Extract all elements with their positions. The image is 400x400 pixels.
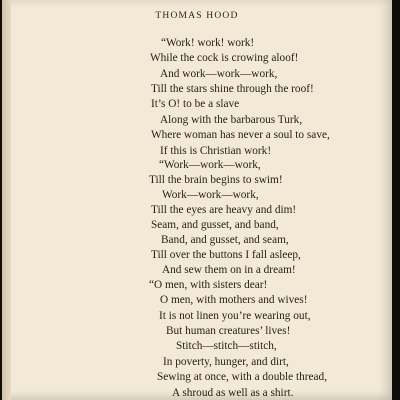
poem-line: While the cock is crowing aloof!: [150, 52, 299, 64]
poem-line: Along with the barbarous Turk,: [160, 114, 303, 126]
poem-line: Till the brain begins to swim!: [149, 174, 283, 186]
poem-line: A shroud as well as a shirt.: [172, 387, 294, 399]
poem-line: If this is Christian work!: [160, 145, 272, 157]
poem-line: Till the stars shine through the roof!: [151, 83, 314, 95]
poem-line: It is not linen you’re wearing out,: [159, 310, 311, 322]
book-page: [2, 0, 392, 400]
poem-line: Sewing at once, with a double thread,: [157, 371, 328, 383]
poem-line: In poverty, hunger, and dirt,: [163, 356, 289, 368]
poem-line: Till the eyes are heavy and dim!: [151, 204, 297, 216]
poem-line: Seam, and gusset, and band,: [151, 219, 279, 231]
poem-line: “Work—work—work,: [159, 159, 261, 171]
page-gutter: [2, 0, 11, 400]
poem-line: Stitch—stitch—stitch,: [176, 340, 277, 352]
poem-line: It’s O! to be a slave: [151, 98, 240, 110]
poem-line: Where woman has never a soul to save,: [151, 129, 330, 141]
poem-line: “Work! work! work!: [161, 37, 255, 49]
poem-line: Band, and gusset, and seam,: [161, 234, 289, 246]
running-header: THOMAS HOOD: [155, 11, 239, 21]
poem-line: And sew them on in a dream!: [162, 264, 296, 276]
poem-line: But human creatures’ lives!: [166, 325, 291, 337]
poem-line: And work—work—work,: [160, 68, 278, 80]
poem-line: O men, with mothers and wives!: [160, 294, 308, 306]
poem-line: Till over the buttons I fall asleep,: [151, 249, 301, 261]
poem-line: “O men, with sisters dear!: [149, 279, 268, 291]
poem-line: Work—work—work,: [162, 189, 259, 201]
